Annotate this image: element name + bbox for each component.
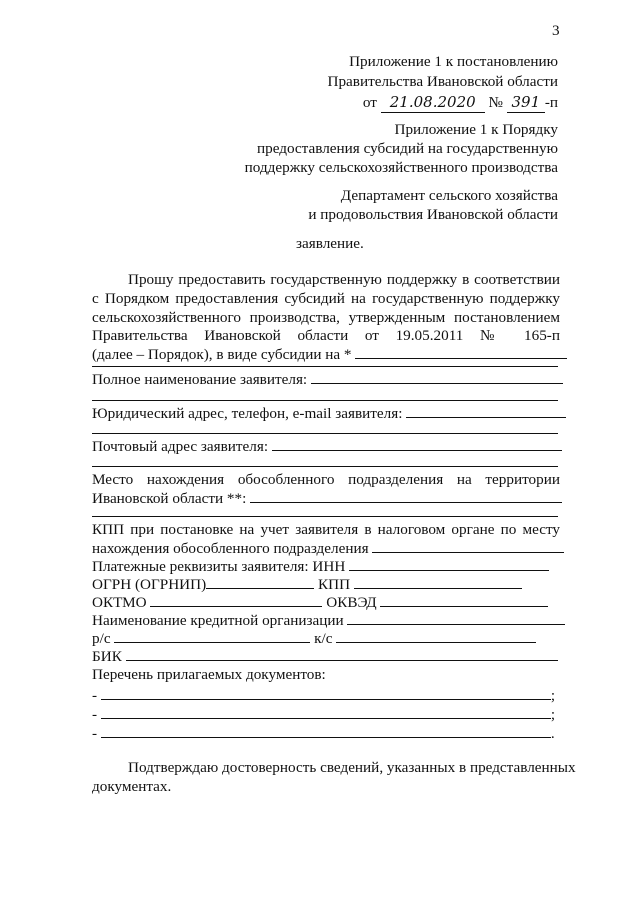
bik-row bbox=[92, 647, 560, 666]
intro-line5 bbox=[92, 345, 560, 364]
doc-dash: - bbox=[92, 687, 98, 704]
location-field-cont[interactable] bbox=[92, 516, 558, 517]
ogrn-row bbox=[92, 575, 560, 594]
kpp-branch-label: нахождения обособленного подразделения bbox=[92, 540, 369, 557]
bank-row bbox=[92, 611, 560, 630]
ogrn-label: ОГРН (ОГРНИП) bbox=[92, 576, 207, 593]
order-header bbox=[245, 120, 558, 177]
oktmo-label: ОКТМО bbox=[92, 594, 147, 611]
doc-end: ; bbox=[550, 706, 556, 723]
kpp-field[interactable] bbox=[354, 588, 522, 589]
doc-end: . bbox=[550, 725, 555, 742]
accounts-row bbox=[92, 629, 560, 648]
location-field[interactable] bbox=[250, 502, 562, 503]
full-name-field[interactable] bbox=[311, 383, 563, 384]
inn-row bbox=[92, 557, 560, 576]
header2-line1: Приложение 1 к Порядку bbox=[394, 121, 558, 138]
location-label: Ивановской области **: bbox=[92, 490, 247, 507]
intro-line4: Правительства Ивановской области от 19.05.2011 № 165-п bbox=[92, 327, 560, 344]
resolution-date: 21.08.2020 bbox=[381, 92, 485, 113]
doc-field[interactable] bbox=[101, 718, 551, 719]
doc-field[interactable] bbox=[101, 737, 551, 738]
intro-line1: Прошу предоставить государственную поддержку в соответствии bbox=[128, 271, 560, 288]
subsidy-field-cont[interactable] bbox=[92, 366, 558, 367]
doc-item bbox=[92, 705, 560, 724]
bik-label: БИК bbox=[92, 648, 122, 665]
subsidy-label: (далее – Порядок), в виде субсидии на * bbox=[92, 346, 352, 363]
full-name-field-cont[interactable] bbox=[92, 400, 558, 401]
location-line1: Место нахождения обособленного подразделения на территории bbox=[92, 471, 560, 488]
oktmo-row bbox=[92, 593, 560, 612]
oktmo-field[interactable] bbox=[150, 606, 322, 607]
postal-address-row bbox=[92, 437, 560, 456]
bank-label: Наименование кредитной организации bbox=[92, 612, 344, 629]
full-name-row bbox=[92, 370, 560, 389]
from-label: от bbox=[362, 94, 377, 111]
inn-label: Платежные реквизиты заявителя: ИНН bbox=[92, 558, 346, 575]
doc-dash: - bbox=[92, 706, 98, 723]
number-suffix: -п bbox=[544, 94, 558, 111]
bank-field[interactable] bbox=[347, 624, 565, 625]
kpp-line1: КПП при постановке на учет заявителя в налоговом органе по месту bbox=[92, 521, 560, 538]
bik-field[interactable] bbox=[126, 660, 558, 661]
postal-address-field[interactable] bbox=[272, 450, 562, 451]
resolution-number: 391 bbox=[507, 92, 545, 113]
location-row bbox=[92, 489, 560, 508]
inn-field[interactable] bbox=[349, 570, 549, 571]
addressee-line2: и продовольствия Ивановской области bbox=[308, 206, 558, 223]
doc-item bbox=[92, 686, 560, 705]
full-name-label: Полное наименование заявителя: bbox=[92, 371, 308, 388]
addressee-line1: Департамент сельского хозяйства bbox=[340, 187, 558, 204]
document-title: заявление. bbox=[296, 235, 364, 252]
okved-field[interactable] bbox=[380, 606, 548, 607]
kpp-branch-field[interactable] bbox=[372, 552, 564, 553]
header1-line1: Приложение 1 к постановлению bbox=[349, 53, 558, 70]
legal-address-field-cont[interactable] bbox=[92, 433, 558, 434]
page-number: 3 bbox=[552, 22, 560, 39]
header1-date-line bbox=[328, 92, 559, 113]
header1-line2: Правительства Ивановской области bbox=[327, 73, 558, 90]
confirm-line1: Подтверждаю достоверность сведений, указанных в представленных bbox=[128, 759, 576, 776]
rs-field[interactable] bbox=[114, 642, 310, 643]
legal-address-row bbox=[92, 404, 560, 423]
kpp-label: КПП bbox=[317, 576, 351, 593]
rs-label: р/с bbox=[92, 630, 111, 647]
ks-field[interactable] bbox=[336, 642, 536, 643]
resolution-header bbox=[328, 52, 559, 113]
legal-address-field[interactable] bbox=[406, 417, 566, 418]
postal-address-field-cont[interactable] bbox=[92, 466, 558, 467]
okved-label: ОКВЭД bbox=[326, 594, 377, 611]
legal-address-label: Юридический адрес, телефон, e-mail заявителя: bbox=[92, 405, 403, 422]
header2-line2: предоставления субсидий на государственную bbox=[256, 140, 558, 157]
number-sign: № bbox=[488, 94, 504, 111]
doc-item bbox=[92, 724, 560, 743]
ks-label: к/с bbox=[314, 630, 333, 647]
doc-end: ; bbox=[550, 687, 556, 704]
intro-line2: с Порядком предоставления субсидий на государственную поддержку bbox=[92, 290, 560, 307]
ogrn-field[interactable] bbox=[206, 588, 314, 589]
intro-line3: сельскохозяйственного производства, утвержденным постановлением bbox=[92, 309, 560, 326]
doc-dash: - bbox=[92, 725, 98, 742]
postal-address-label: Почтовый адрес заявителя: bbox=[92, 438, 269, 455]
subsidy-field[interactable] bbox=[355, 358, 567, 359]
doc-field[interactable] bbox=[101, 699, 551, 700]
confirm-line2: документах. bbox=[92, 778, 172, 795]
docs-label: Перечень прилагаемых документов: bbox=[92, 666, 326, 683]
kpp-row bbox=[92, 539, 560, 558]
addressee bbox=[308, 186, 558, 224]
header2-line3: поддержку сельскохозяйственного производства bbox=[244, 159, 558, 176]
